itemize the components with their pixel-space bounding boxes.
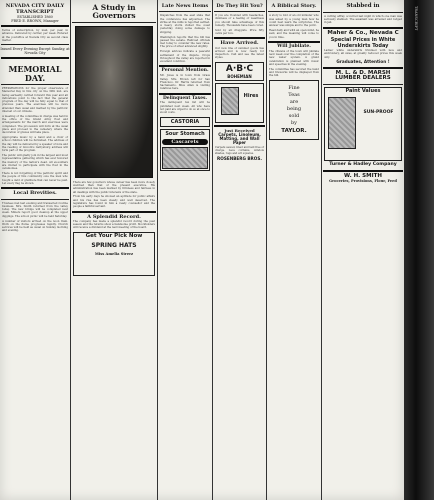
ad-just-received: Just Received — [224, 127, 255, 133]
governor-portrait — [75, 26, 153, 178]
ad-graduates: Graduates, Attention ! — [336, 59, 390, 65]
ad-tea-line-3: are — [289, 98, 299, 105]
ad-turner-hadley: Turner & Hadley Company — [329, 162, 397, 168]
ad-pick-now: Get Your Pick Now — [85, 232, 143, 239]
column-2 — [71, 0, 158, 500]
ad-marsh-names: M. L. & D. MARSH — [335, 69, 391, 76]
ad-tea-line-1: Fine — [288, 84, 300, 91]
bottle-icon — [221, 87, 239, 115]
article-biblical-story: A story is told of an old minister who was asked by a young man how he could best learn the scriptures. The answer was simple and to the point. Read daily and with an open mind, he said, and the meaning will come to you in time. — [269, 14, 319, 39]
ad-special-copy: Ladies' white underskirts trimmed with lace and embroidery, all sizes, at greatly reduced prices this week only. — [324, 48, 402, 59]
headline-biblical-story: A Biblical Story. — [271, 3, 317, 9]
article-delinquent-taxes: The delinquent tax list will be published next week. All who have not paid are urged to do so at once to avoid costs. — [160, 101, 210, 115]
masthead-terms: Terms of subscription, by mail, per year, in advance. Delivered by carrier, per week. Entered at the postoffice at Nevada City as second class matter. — [2, 29, 68, 42]
ad-sour-stomach — [160, 129, 210, 171]
ad-paint — [324, 87, 402, 161]
ad-bohemian: BOHEMIAN — [227, 73, 252, 79]
publication-notice: Issued Every Evening Except Sunday, at Nevada City — [0, 47, 70, 56]
ad-rosenberg: ROSENBERG BROS. — [217, 155, 262, 161]
column-4 — [213, 0, 267, 500]
masthead-manager: FRED E. BROWN, Manager — [11, 19, 59, 23]
article-late-news: Dispatches from the east state that the conference has adjourned. The strike at the mills is reported settled. A heavy storm visited the coast yesterday doing some damage to shipping. Washington reports that the bill has passed the senate. Railroad officials met today to consider the new rates. The price of silver advanced slightly. Foreign advices indicate a peaceful settlement of the dispute. Crops throughout the valley are reported in excellent condition. — [160, 14, 210, 64]
article-stabbed: A cutting affray occurred last night in which one man was seriously stabbed. The assailant was arrested and lodged in jail. — [324, 14, 402, 25]
ad-tea-line-6: by — [290, 119, 298, 126]
ad-paint-title: Paint Values — [345, 88, 381, 95]
ad-abc-logo: A·B·C — [225, 63, 254, 74]
ad-tea-line-2: Teas — [288, 91, 300, 98]
ad-sun-proof: SUN-PROOF — [363, 109, 394, 115]
headline-have-arrived: Have Arrived. — [220, 40, 259, 47]
ad-castoria — [160, 117, 210, 127]
ad-castoria-title: CASTORIA — [170, 118, 200, 125]
headline-local-brevities: Local Brevities. — [13, 190, 57, 197]
article-local-brevities: Trustees met last evening and transacted routine business. Mrs. Smith returned from the valley today. The new bridge will be completed next week. Miners report good cleanup at the upper diggings. The school picnic will be held Saturday. A number of visitors arrived on the noon train. Work on the flume progresses rapidly. Church services will be held as usual on Sunday morning and evening. — [2, 201, 68, 233]
ad-sour-stomach-title: Sour Stomach — [165, 130, 205, 137]
ad-maher: Maher & Co., Nevada C — [327, 29, 399, 36]
ad-millinery — [73, 232, 155, 276]
column-3 — [158, 0, 213, 500]
ad-hires — [215, 83, 264, 123]
article-will-jubilate: The citizens of the town will jubilate next week over the completion of the new water system. A grand celebration is planned with music and speeches in the evening. The committee has secured the band and fireworks will be displayed from the hill. — [269, 49, 319, 78]
masthead-established: ESTABLISHED 1860 — [17, 15, 53, 19]
headline-late-news: Late News Items — [161, 3, 209, 9]
article-personal-mention: Mr. Jones is in town from Grass Valley. Mrs. Brown left for San Francisco. Dr. Harris returned from Sacramento. Miss Allen is visiting relatives here. — [160, 74, 210, 91]
article-do-they-hit-you: If you are troubled with headaches, dizziness or a feeling of weariness you should take advantage of this remedy. Thousands have been cured. Sold by all druggists. Price fifty cents per box. — [215, 14, 264, 36]
ad-smith: W. H. SMITH — [343, 173, 383, 180]
headline-stabbed: Stabbed in — [346, 3, 380, 9]
headline-delinquent-taxes: Delinquent Taxes. — [162, 95, 208, 101]
masthead: NEVADA CITY DAILY TRANSCRIPT — [5, 3, 65, 15]
painter-illustration — [328, 97, 356, 149]
column-5 — [267, 0, 322, 500]
headline-splendid-record: A Splendid Record. — [87, 213, 141, 220]
article-memorial-day: PREPARATIONS for the proper observance of Memorial Day in this city on the 30th inst. are being earnestly carried forward this year and all indications point to the fact that the general program of the day will be fully equal to that of previous years. The exercises will be more attended than usual and marked by the patriotic interest of our citizens. A meeting of the committee in charge was held in the office of the Grand Army Post and arrangements for the march and exercises were completed. The procession will form at the usual place and proceed to the cemetery where the decoration of graves will take place. Appropriate music by a band and a choir of school children will be furnished. The address of the day will be delivered by a speaker of note and the reading of Lincoln's Gettysburg address will form part of the program. The public will gladly join in the largest and most representative gathering which has ever honored the memory of the nation's dead. All ex-soldiers are invited to participate with the Post in the ceremonies. There is not forgetting of the patriotic spirit and the people of this community owe the men who fought a debt of gratitude that can never be paid. Let every flag be shown. — [2, 86, 68, 185]
ad-carpets-copy: Carpets sewed, lined and laid free of charge. Lace curtains, window shades, rugs and art squares. — [215, 145, 264, 156]
ad-taylor: TAYLOR. — [281, 127, 307, 134]
headline-will-jubilate: Will Jubilate. — [277, 43, 311, 49]
column-1 — [0, 0, 71, 500]
ad-cascarets-logo: Cascarets — [162, 139, 208, 145]
adjacent-page-edge — [404, 0, 434, 500]
ad-marsh-lumber: LUMBER DEALERS — [335, 75, 391, 82]
ad-groceries: Groceries, Provisions, Flour, Feed — [329, 178, 397, 183]
ad-fine-teas — [269, 80, 319, 140]
ad-tea-line-4: being — [286, 105, 302, 112]
article-have-arrived: Our new line of summer goods has arrived and is now ready for inspection. Call and see the latest styles. — [215, 46, 264, 60]
ad-abc-beer — [215, 62, 264, 81]
headline-memorial-day: MEMORIAL DAY. — [8, 64, 62, 83]
ad-cascarets-illustration — [162, 147, 208, 169]
adjacent-page-text: TRANSCRIPT — [414, 6, 418, 31]
ad-carpets: Carpets, Linoleum, Matting, and Wall Paper — [218, 131, 261, 146]
headline-do-they-hit-you: Do They Hit You? — [216, 3, 263, 9]
column-6 — [322, 0, 404, 500]
headline-study-in-governors: A Study in Governors — [92, 3, 136, 20]
ad-spring-hats: SPRING HATS — [91, 241, 137, 249]
ad-miss-strerz: Miss Amelia Strerz — [94, 251, 134, 256]
headline-personal-mention: Personal Mention. — [161, 68, 209, 74]
article-governors: There are few governors whose career has been more closely watched than that of the present executive. His administration has been marked by firmness and fairness in all dealings with the public interests of the state. From his early days he showed an aptitude for public affairs and his rise has been steady and well deserved. The legislature has found in him a ready counsellor and the people a faithful servant. — [73, 180, 155, 209]
ad-hires-title: Hires — [243, 92, 259, 99]
article-splendid-record: The company has made a splendid record during the past season and the returns show a handsome profit. Stockholders will receive a dividend at the next meeting of the board. — [73, 219, 155, 230]
ad-tea-line-5: sold — [288, 112, 300, 119]
ad-special-prices: Special Prices in White Underskirts Today — [330, 37, 396, 49]
